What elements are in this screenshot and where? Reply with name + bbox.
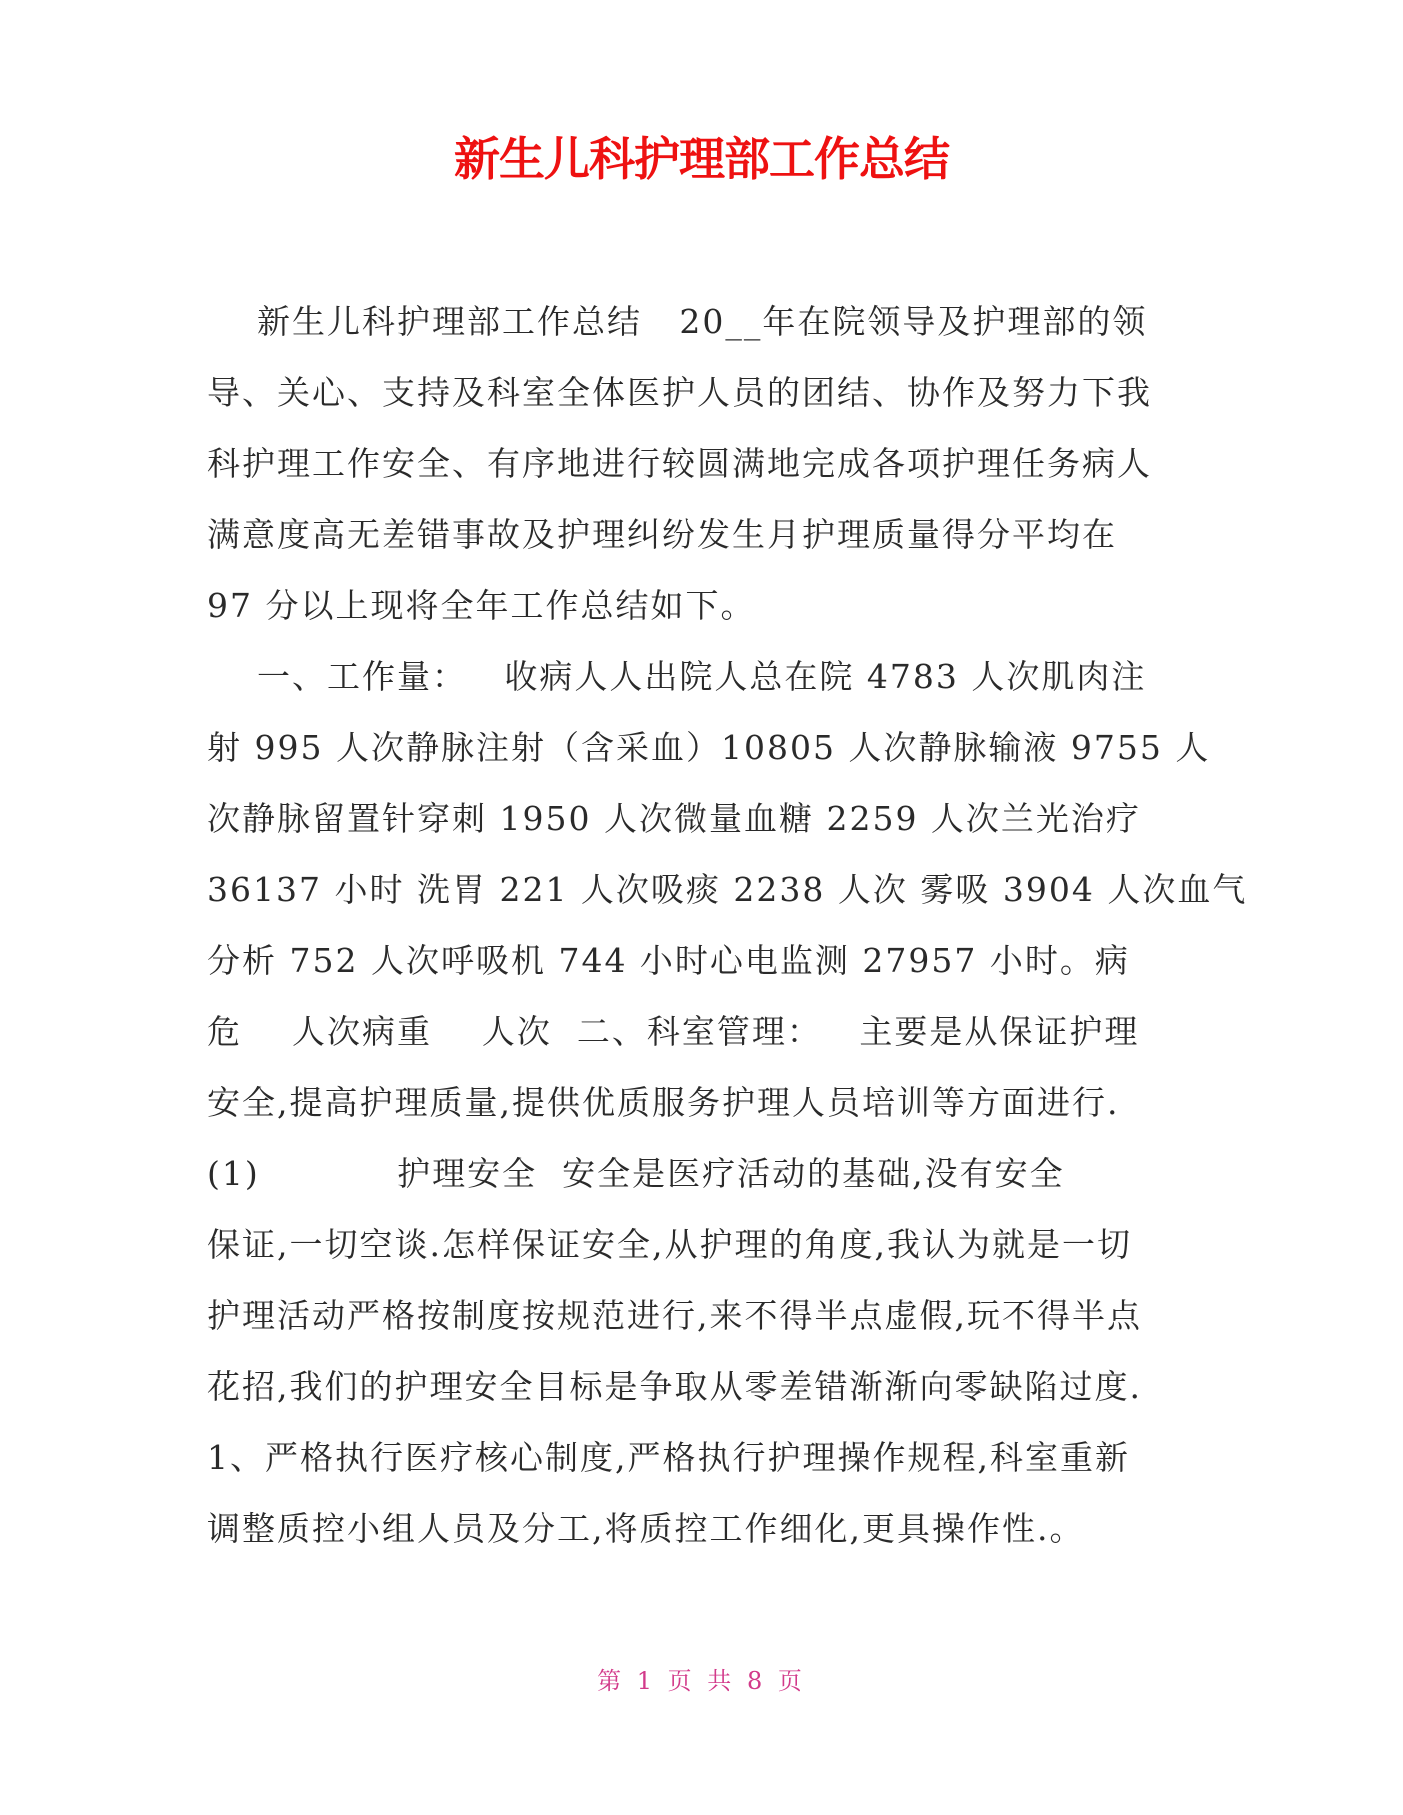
body-line: 次静脉留置针穿刺 1950 人次微量血糖 2259 人次兰光治疗 — [207, 799, 1141, 838]
body-line: 危 人次病重 人次 二、科室管理： 主要是从保证护理 — [207, 1012, 1140, 1051]
body-line: 花招,我们的护理安全目标是争取从零差错渐渐向零缺陷过度. — [207, 1367, 1142, 1406]
document-title: 新生儿科护理部工作总结 — [454, 132, 949, 186]
body-line: 射 995 人次静脉注射（含采血）10805 人次静脉输液 9755 人 — [207, 728, 1211, 767]
body-line: 36137 小时 洗胃 221 人次吸痰 2238 人次 雾吸 3904 人次血气 — [207, 870, 1248, 909]
body-line: 科护理工作安全、有序地进行较圆满地完成各项护理任务病人 — [207, 444, 1152, 483]
page-number-footer: 第 1 页 共 8 页 — [597, 1667, 806, 1695]
document-body — [207, 286, 1248, 1564]
body-line: 调整质控小组人员及分工,将质控工作细化,更具操作性.。 — [207, 1509, 1085, 1548]
body-line: 满意度高无差错事故及护理纠纷发生月护理质量得分平均在 — [207, 515, 1117, 554]
body-line: 一、工作量： 收病人人出院人总在院 4783 人次肌肉注 — [207, 657, 1147, 696]
body-line: 安全,提高护理质量,提供优质服务护理人员培训等方面进行. — [207, 1083, 1120, 1122]
body-line: 分析 752 人次呼吸机 744 小时心电监测 27957 小时。病 — [207, 941, 1130, 980]
body-line: 1、严格执行医疗核心制度,严格执行护理操作规程,科室重新 — [207, 1438, 1130, 1477]
body-line: 保证,一切空谈.怎样保证安全,从护理的角度,我认为就是一切 — [207, 1225, 1132, 1264]
body-line: 导、关心、支持及科室全体医护人员的团结、协作及努力下我 — [207, 373, 1152, 412]
body-line: 97 分以上现将全年工作总结如下。 — [207, 586, 756, 625]
body-line: 新生儿科护理部工作总结 20__年在院领导及护理部的领 — [207, 302, 1148, 341]
body-line: (1) 护理安全 安全是医疗活动的基础,没有安全 — [207, 1154, 1065, 1193]
body-line: 护理活动严格按制度按规范进行,来不得半点虚假,玩不得半点 — [207, 1296, 1142, 1335]
